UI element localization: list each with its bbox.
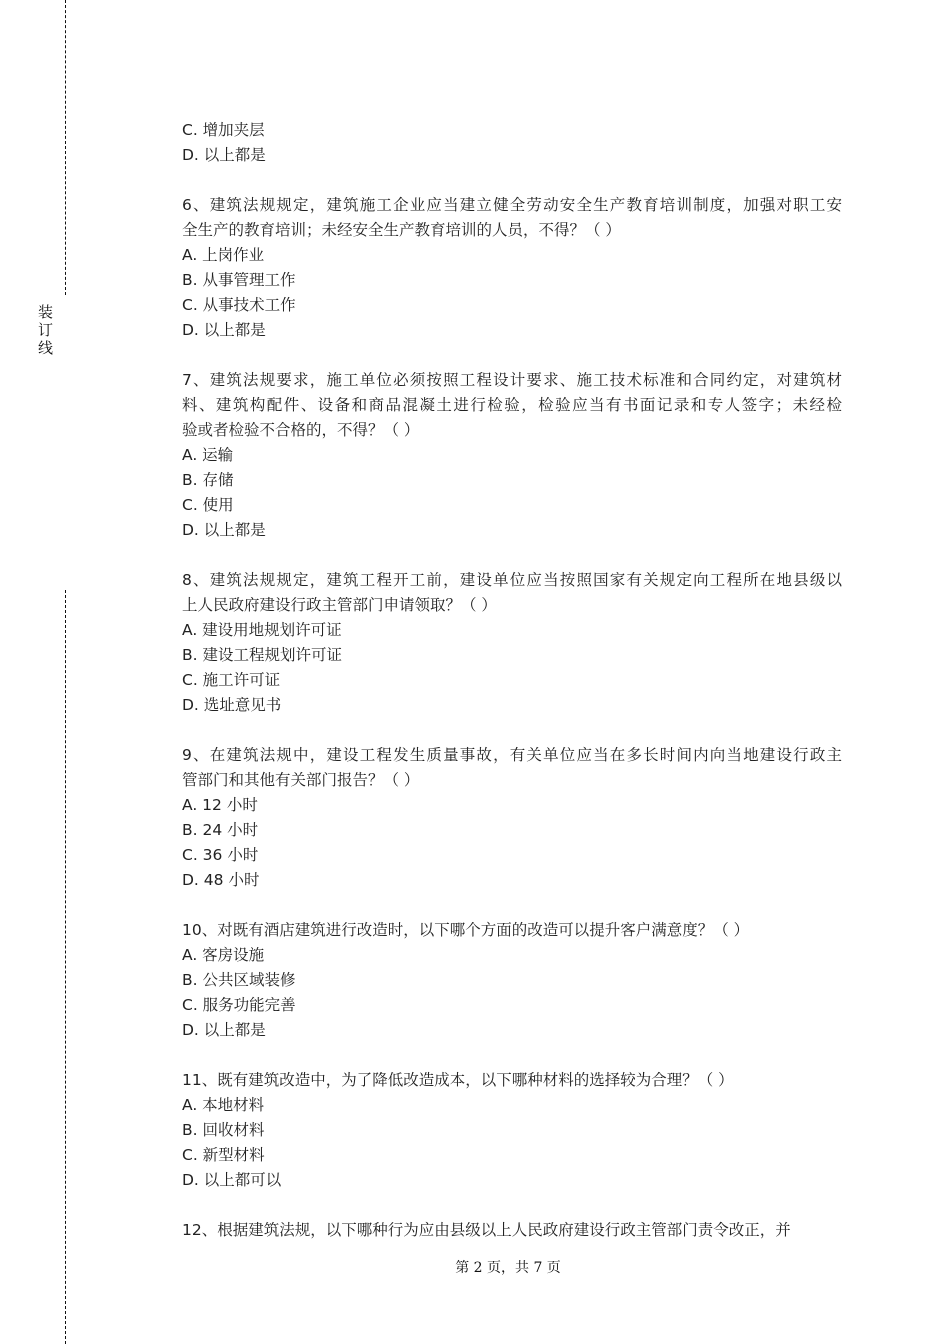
question-text: 验或者检验不合格的，不得？（ ） <box>182 421 420 439</box>
question <box>182 118 842 168</box>
answer-option: B. 回收材料 <box>182 1121 265 1139</box>
question <box>182 918 842 1043</box>
answer-option: C. 服务功能完善 <box>182 996 296 1014</box>
answer-option: B. 公共区域装修 <box>182 971 296 989</box>
binding-char: 线 <box>38 339 54 357</box>
answer-option: D. 以上都是 <box>182 1021 266 1039</box>
binding-line-top <box>65 0 66 295</box>
binding-char: 装 <box>38 303 54 321</box>
question <box>182 568 842 718</box>
answer-option: D. 以上都是 <box>182 521 266 539</box>
answer-option: A. 运输 <box>182 446 234 464</box>
question-text: 管部门和其他有关部门报告？（ ） <box>182 771 420 789</box>
answer-option: B. 存储 <box>182 471 234 489</box>
question-text: 12、根据建筑法规，以下哪种行为应由县级以上人民政府建设行政主管部门责令改正，并 <box>182 1221 791 1239</box>
question-text: 8、建筑法规规定，建筑工程开工前，建设单位应当按照国家有关规定向工程所在地县级以 <box>182 571 842 589</box>
answer-option: A. 建设用地规划许可证 <box>182 621 342 639</box>
question <box>182 368 842 543</box>
question-text: 6、建筑法规规定，建筑施工企业应当建立健全劳动安全生产教育培训制度，加强对职工安 <box>182 196 842 214</box>
answer-option: B. 从事管理工作 <box>182 271 296 289</box>
answer-option: C. 增加夹层 <box>182 121 265 139</box>
question-text: 料、建筑构配件、设备和商品混凝土进行检验，检验应当有书面记录和专人签字；未经检 <box>182 396 842 414</box>
question-text: 11、既有建筑改造中，为了降低改造成本，以下哪种材料的选择较为合理？（ ） <box>182 1071 734 1089</box>
answer-option: A. 12 小时 <box>182 796 258 814</box>
answer-option: A. 客房设施 <box>182 946 265 964</box>
question-text: 全生产的教育培训；未经安全生产教育培训的人员，不得？（ ） <box>182 221 621 239</box>
binding-label <box>38 303 56 357</box>
question <box>182 743 842 893</box>
question-text: 9、在建筑法规中，建设工程发生质量事故，有关单位应当在多长时间内向当地建设行政主 <box>182 746 842 764</box>
answer-option: A. 本地材料 <box>182 1096 265 1114</box>
question-text: 上人民政府建设行政主管部门申请领取？（ ） <box>182 596 497 614</box>
question-text: 10、对既有酒店建筑进行改造时，以下哪个方面的改造可以提升客户满意度？（ ） <box>182 921 750 939</box>
answer-option: D. 48 小时 <box>182 871 260 889</box>
answer-option: B. 建设工程规划许可证 <box>182 646 342 664</box>
answer-option: D. 以上都可以 <box>182 1171 282 1189</box>
answer-option: D. 以上都是 <box>182 146 266 164</box>
answer-option: B. 24 小时 <box>182 821 259 839</box>
answer-option: C. 新型材料 <box>182 1146 265 1164</box>
answer-option: D. 以上都是 <box>182 321 266 339</box>
answer-option: A. 上岗作业 <box>182 246 265 264</box>
page-footer: 第 2 页，共 7 页 <box>455 1260 561 1276</box>
question-list <box>182 118 842 1268</box>
question <box>182 193 842 343</box>
answer-option: C. 使用 <box>182 496 234 514</box>
answer-option: C. 36 小时 <box>182 846 259 864</box>
question <box>182 1068 842 1193</box>
question <box>182 1218 842 1243</box>
question-text: 7、建筑法规要求，施工单位必须按照工程设计要求、施工技术标准和合同约定，对建筑材 <box>182 371 842 389</box>
answer-option: C. 从事技术工作 <box>182 296 296 314</box>
answer-option: C. 施工许可证 <box>182 671 281 689</box>
answer-option: D. 选址意见书 <box>182 696 282 714</box>
binding-line-bottom <box>65 590 66 1344</box>
binding-char: 订 <box>38 321 54 339</box>
